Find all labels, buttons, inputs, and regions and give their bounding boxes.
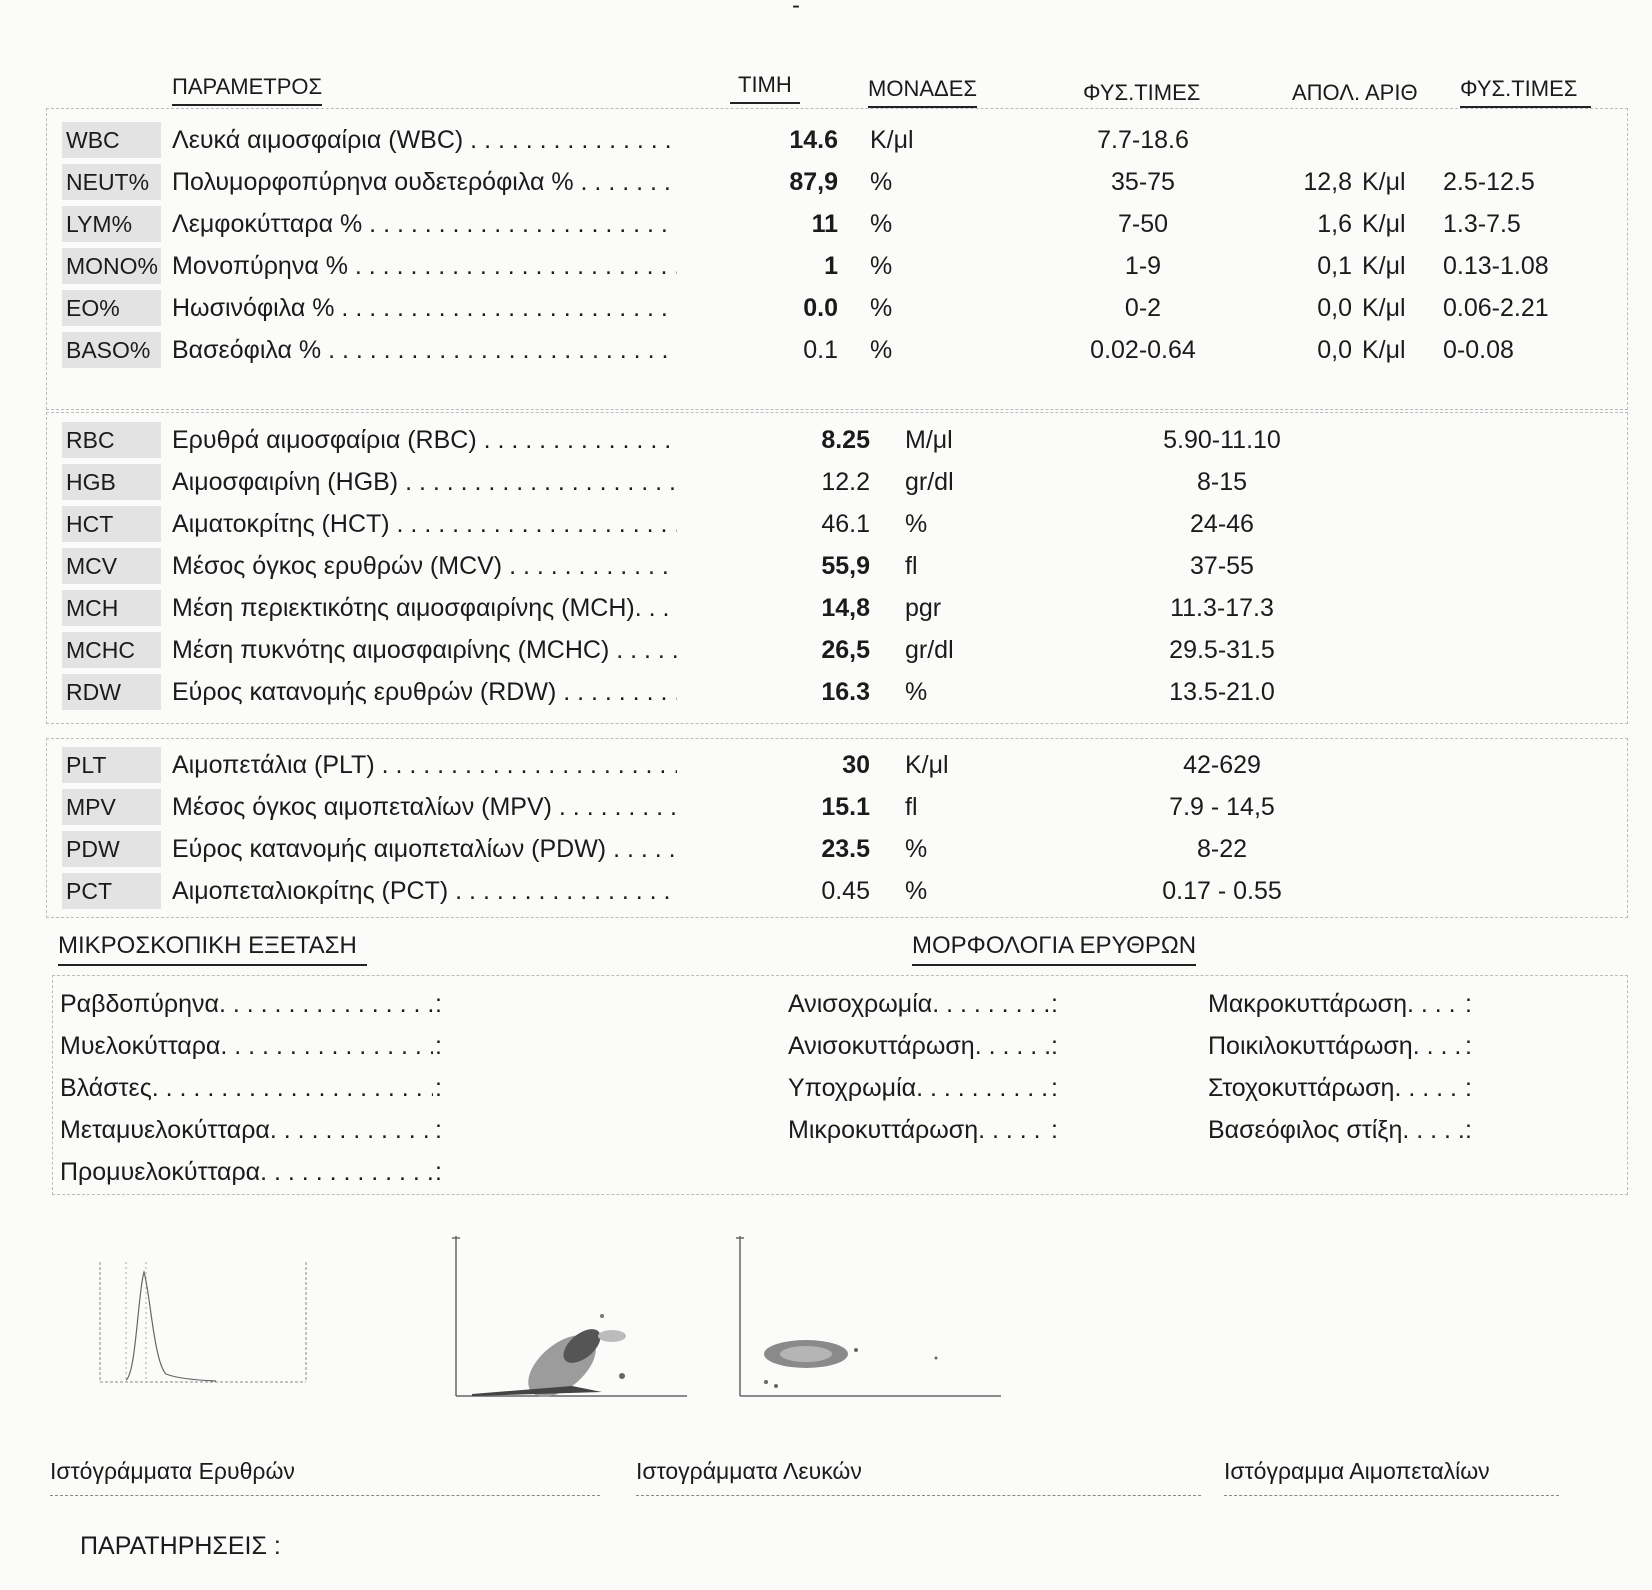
microscopy-item [60, 990, 442, 1019]
param-name: Ερυθρά αιμοσφαίρια (RBC) . . . [172, 426, 677, 454]
result-row [0, 672, 1652, 712]
absolute-reference-range: 0.13-1.08 [1443, 252, 1549, 280]
param-name-cell [172, 294, 677, 323]
param-name: Αιματοκρίτης (HCT) . . . [172, 510, 677, 538]
header-absolute-count: ΑΠΟΛ. ΑΡΙΘ [1292, 80, 1418, 105]
param-unit: gr/dl [905, 468, 954, 496]
microscopy-item [60, 1074, 442, 1103]
param-unit: M/μl [905, 426, 953, 454]
param-name-cell [172, 678, 677, 707]
header-normal-values-abs: ΦΥΣ.ΤΙΜΕΣ [1460, 76, 1591, 108]
result-row [0, 829, 1652, 869]
param-name-cell [172, 552, 677, 581]
result-row [0, 288, 1652, 328]
morphology-item-colon: : [1465, 1074, 1472, 1102]
morphology-item-colon: : [1051, 1116, 1058, 1144]
param-name: Πολυμορφοπύρηνα ουδετερόφιλα % . . . [172, 168, 677, 196]
param-value: 26,5 [821, 636, 870, 664]
param-code: MONO% [62, 248, 161, 284]
absolute-unit: K/μl [1362, 252, 1406, 280]
param-code: HCT [62, 506, 161, 542]
wbc-scatterplot [452, 1236, 692, 1402]
param-reference-range: 8-15 [1196, 468, 1248, 496]
param-reference-range: 37-55 [1190, 552, 1254, 580]
param-code: BASO% [62, 332, 161, 368]
microscopy-item-label: Ραβδοπύρηνα . . . [60, 990, 442, 1018]
morphology-item [1208, 1074, 1472, 1103]
param-name-cell [172, 126, 677, 155]
microscopy-item-colon: : [435, 1074, 442, 1102]
header-value: ΤΙΜΗ [730, 72, 800, 104]
param-name-cell [172, 168, 677, 197]
param-reference-range: 29.5-31.5 [1169, 636, 1275, 664]
param-name-cell [172, 751, 677, 780]
absolute-unit: K/μl [1362, 210, 1406, 238]
morphology-item [788, 1074, 1058, 1103]
param-unit: pgr [905, 594, 942, 622]
param-value: 46.1 [821, 510, 870, 538]
param-name-cell [172, 210, 677, 239]
param-code: EO% [62, 290, 161, 326]
microscopy-title: ΜΙΚΡΟΣΚΟΠΙΚΗ ΕΞΕΤΑΣΗ [58, 932, 367, 966]
param-value: 30 [842, 751, 870, 779]
microscopy-item [60, 1158, 442, 1187]
absolute-unit: K/μl [1362, 336, 1406, 364]
result-row [0, 330, 1652, 370]
result-row [0, 630, 1652, 670]
absolute-unit: K/μl [1362, 294, 1406, 322]
morphology-title: ΜΟΡΦΟΛΟΓΙΑ ΕΡΥΘΡΩΝ [912, 932, 1196, 966]
param-name: Λεμφοκύτταρα % . . . [172, 210, 677, 238]
param-value: 14,8 [821, 594, 870, 622]
microscopy-item-colon: : [435, 1116, 442, 1144]
param-reference-range: 11.3-17.3 [1170, 594, 1274, 622]
param-unit: fl [905, 793, 918, 821]
header-normal-values: ΦΥΣ.ΤΙΜΕΣ [1083, 80, 1201, 105]
param-code: LYM% [62, 206, 161, 242]
absolute-reference-range: 0-0.08 [1443, 336, 1514, 364]
microscopy-item [60, 1116, 442, 1145]
param-name: Βασεόφιλα % . . . [172, 336, 677, 364]
param-value: 87,9 [789, 168, 838, 196]
param-value: 14.6 [789, 126, 838, 154]
result-row [0, 120, 1652, 160]
param-name-cell [172, 336, 677, 365]
param-name-cell [172, 510, 677, 539]
absolute-value: 12,8 [1303, 168, 1352, 196]
morphology-item-label: Μακροκυττάρωση . . . [1208, 990, 1472, 1018]
param-unit: % [870, 336, 893, 364]
param-code: PDW [62, 831, 161, 867]
param-reference-range: 13.5-21.0 [1169, 678, 1275, 706]
morphology-item-colon: : [1465, 990, 1472, 1018]
histogram-caption-rbc: Ιστόγράμματα Ερυθρών [50, 1458, 600, 1496]
param-name: Ηωσινόφιλα % . . . [172, 294, 677, 322]
param-code: HGB [62, 464, 161, 500]
param-reference-range: 0-2 [1124, 294, 1162, 322]
param-code: MCV [62, 548, 161, 584]
morphology-item-label: Ανισοχρωμία . . . [788, 990, 1058, 1018]
param-unit: % [905, 510, 928, 538]
param-value: 12.2 [821, 468, 870, 496]
absolute-value: 0,0 [1317, 336, 1352, 364]
absolute-reference-range: 1.3-7.5 [1443, 210, 1521, 238]
histogram-caption-wbc: Ιστογράμματα Λευκών [636, 1458, 1201, 1496]
param-name-cell [172, 594, 677, 623]
param-value: 8.25 [821, 426, 870, 454]
param-name: Μέσος όγκος αιμοπεταλίων (MPV) . . . [172, 793, 677, 821]
param-name: Εύρος κατανομής ερυθρών (RDW) . . . [172, 678, 677, 706]
param-name: Μέση περιεκτικότης αιμοσφαιρίνης (MCH). . . . [172, 594, 677, 622]
absolute-value: 1,6 [1317, 210, 1352, 238]
param-value: 0.0 [803, 294, 838, 322]
param-reference-range: 7.7-18.6 [1097, 126, 1189, 154]
param-reference-range: 7-50 [1117, 210, 1169, 238]
param-name-cell [172, 793, 677, 822]
param-unit: K/μl [905, 751, 949, 779]
result-row [0, 787, 1652, 827]
microscopy-item [60, 1032, 442, 1061]
result-row [0, 162, 1652, 202]
morphology-item-label: Υποχρωμία . . . [788, 1074, 1058, 1102]
absolute-value: 0,0 [1317, 294, 1352, 322]
param-value: 16.3 [821, 678, 870, 706]
param-name: Εύρος κατανομής αιμοπεταλίων (PDW) . . . [172, 835, 677, 863]
param-value: 55,9 [821, 552, 870, 580]
param-unit: gr/dl [905, 636, 954, 664]
remarks-label: ΠΑΡΑΤΗΡΗΣΕΙΣ : [80, 1532, 281, 1560]
param-unit: % [870, 252, 893, 280]
param-unit: % [870, 294, 893, 322]
param-code: RDW [62, 674, 161, 710]
absolute-unit: K/μl [1362, 168, 1406, 196]
morphology-item-label: Στοχοκυττάρωση . . . [1208, 1074, 1472, 1102]
morphology-item-label: Ποικιλοκυττάρωση . . . [1208, 1032, 1472, 1060]
microscopy-item-colon: : [435, 990, 442, 1018]
param-reference-range: 24-46 [1190, 510, 1254, 538]
header-units: ΜΟΝΑΔΕΣ [868, 76, 977, 108]
plt-scatterplot [736, 1236, 1006, 1402]
param-reference-range: 0.02-0.64 [1090, 336, 1196, 364]
microscopy-item-label: Μυελοκύτταρα . . . [60, 1032, 442, 1060]
param-unit: % [905, 835, 928, 863]
morphology-item [1208, 990, 1472, 1019]
morphology-item [1208, 1116, 1472, 1145]
param-reference-range: 1-9 [1124, 252, 1162, 280]
param-name-cell [172, 835, 677, 864]
microscopy-item-label: Προμυελοκύτταρα . . . [60, 1158, 442, 1186]
absolute-value: 0,1 [1317, 252, 1352, 280]
morphology-item-colon: : [1051, 1074, 1058, 1102]
param-name-cell [172, 877, 677, 906]
microscopy-item-label: Βλάστες . . . [60, 1074, 442, 1102]
morphology-item-label: Βασεόφιλος στίξη . . . [1208, 1116, 1472, 1144]
result-row [0, 462, 1652, 502]
param-reference-range: 35-75 [1111, 168, 1175, 196]
param-code: RBC [62, 422, 161, 458]
morphology-item-colon: : [1465, 1116, 1472, 1144]
absolute-reference-range: 2.5-12.5 [1443, 168, 1535, 196]
param-code: PLT [62, 747, 161, 783]
param-code: MPV [62, 789, 161, 825]
param-reference-range: 42-629 [1183, 751, 1261, 779]
header-parameter: ΠΑΡΑΜΕΤΡΟΣ [172, 74, 322, 106]
result-row [0, 504, 1652, 544]
microscopy-item-colon: : [435, 1032, 442, 1060]
morphology-item [788, 1116, 1058, 1145]
param-code: MCH [62, 590, 161, 626]
param-name-cell [172, 468, 677, 497]
param-value: 1 [824, 252, 838, 280]
microscopy-item-label: Μεταμυελοκύτταρα . . . [60, 1116, 442, 1144]
param-name: Λευκά αιμοσφαίρια (WBC) . . . [172, 126, 677, 154]
morphology-item-colon: : [1465, 1032, 1472, 1060]
param-unit: fl [905, 552, 918, 580]
param-value: 0.1 [803, 336, 838, 364]
param-code: MCHC [62, 632, 161, 668]
result-row [0, 204, 1652, 244]
param-name: Μονοπύρηνα % . . . [172, 252, 677, 280]
param-value: 23.5 [821, 835, 870, 863]
result-row [0, 871, 1652, 911]
param-unit: K/μl [870, 126, 914, 154]
rbc-histogram [96, 1262, 316, 1388]
param-name-cell [172, 426, 677, 455]
morphology-item [1208, 1032, 1472, 1061]
top-mark: - [792, 0, 800, 19]
histogram-caption-plt: Ιστόγραμμα Αιμοπεταλίων [1224, 1458, 1559, 1496]
morphology-item [788, 1032, 1058, 1061]
result-row [0, 546, 1652, 586]
result-row [0, 246, 1652, 286]
param-unit: % [870, 168, 893, 196]
param-unit: % [905, 678, 928, 706]
param-name: Αιμοπεταλιοκρίτης (PCT) . . . [172, 877, 677, 905]
param-code: NEUT% [62, 164, 161, 200]
result-row [0, 745, 1652, 785]
morphology-item [788, 990, 1058, 1019]
morphology-item-colon: : [1051, 990, 1058, 1018]
param-value: 15.1 [821, 793, 870, 821]
param-reference-range: 7.9 - 14,5 [1169, 793, 1275, 821]
morphology-item-label: Ανισοκυττάρωση . . . [788, 1032, 1058, 1060]
result-row [0, 420, 1652, 460]
absolute-reference-range: 0.06-2.21 [1443, 294, 1549, 322]
param-name: Αιμοπετάλια (PLT) . . . [172, 751, 677, 779]
morphology-item-label: Μικροκυττάρωση . . . [788, 1116, 1058, 1144]
param-code: WBC [62, 122, 161, 158]
param-name-cell [172, 636, 677, 665]
result-row [0, 588, 1652, 628]
param-reference-range: 5.90-11.10 [1163, 426, 1281, 454]
param-code: PCT [62, 873, 161, 909]
param-name-cell [172, 252, 677, 281]
param-name: Μέση πυκνότης αιμοσφαιρίνης (MCHC) . . . [172, 636, 677, 664]
param-name: Αιμοσφαιρίνη (HGB) . . . [172, 468, 677, 496]
param-unit: % [870, 210, 893, 238]
param-value: 0.45 [821, 877, 870, 905]
param-reference-range: 8-22 [1196, 835, 1248, 863]
morphology-item-colon: : [1051, 1032, 1058, 1060]
param-reference-range: 0.17 - 0.55 [1162, 877, 1282, 905]
param-value: 11 [811, 210, 838, 238]
microscopy-item-colon: : [435, 1158, 442, 1186]
param-unit: % [905, 877, 928, 905]
param-name: Μέσος όγκος ερυθρών (MCV) . . . [172, 552, 677, 580]
